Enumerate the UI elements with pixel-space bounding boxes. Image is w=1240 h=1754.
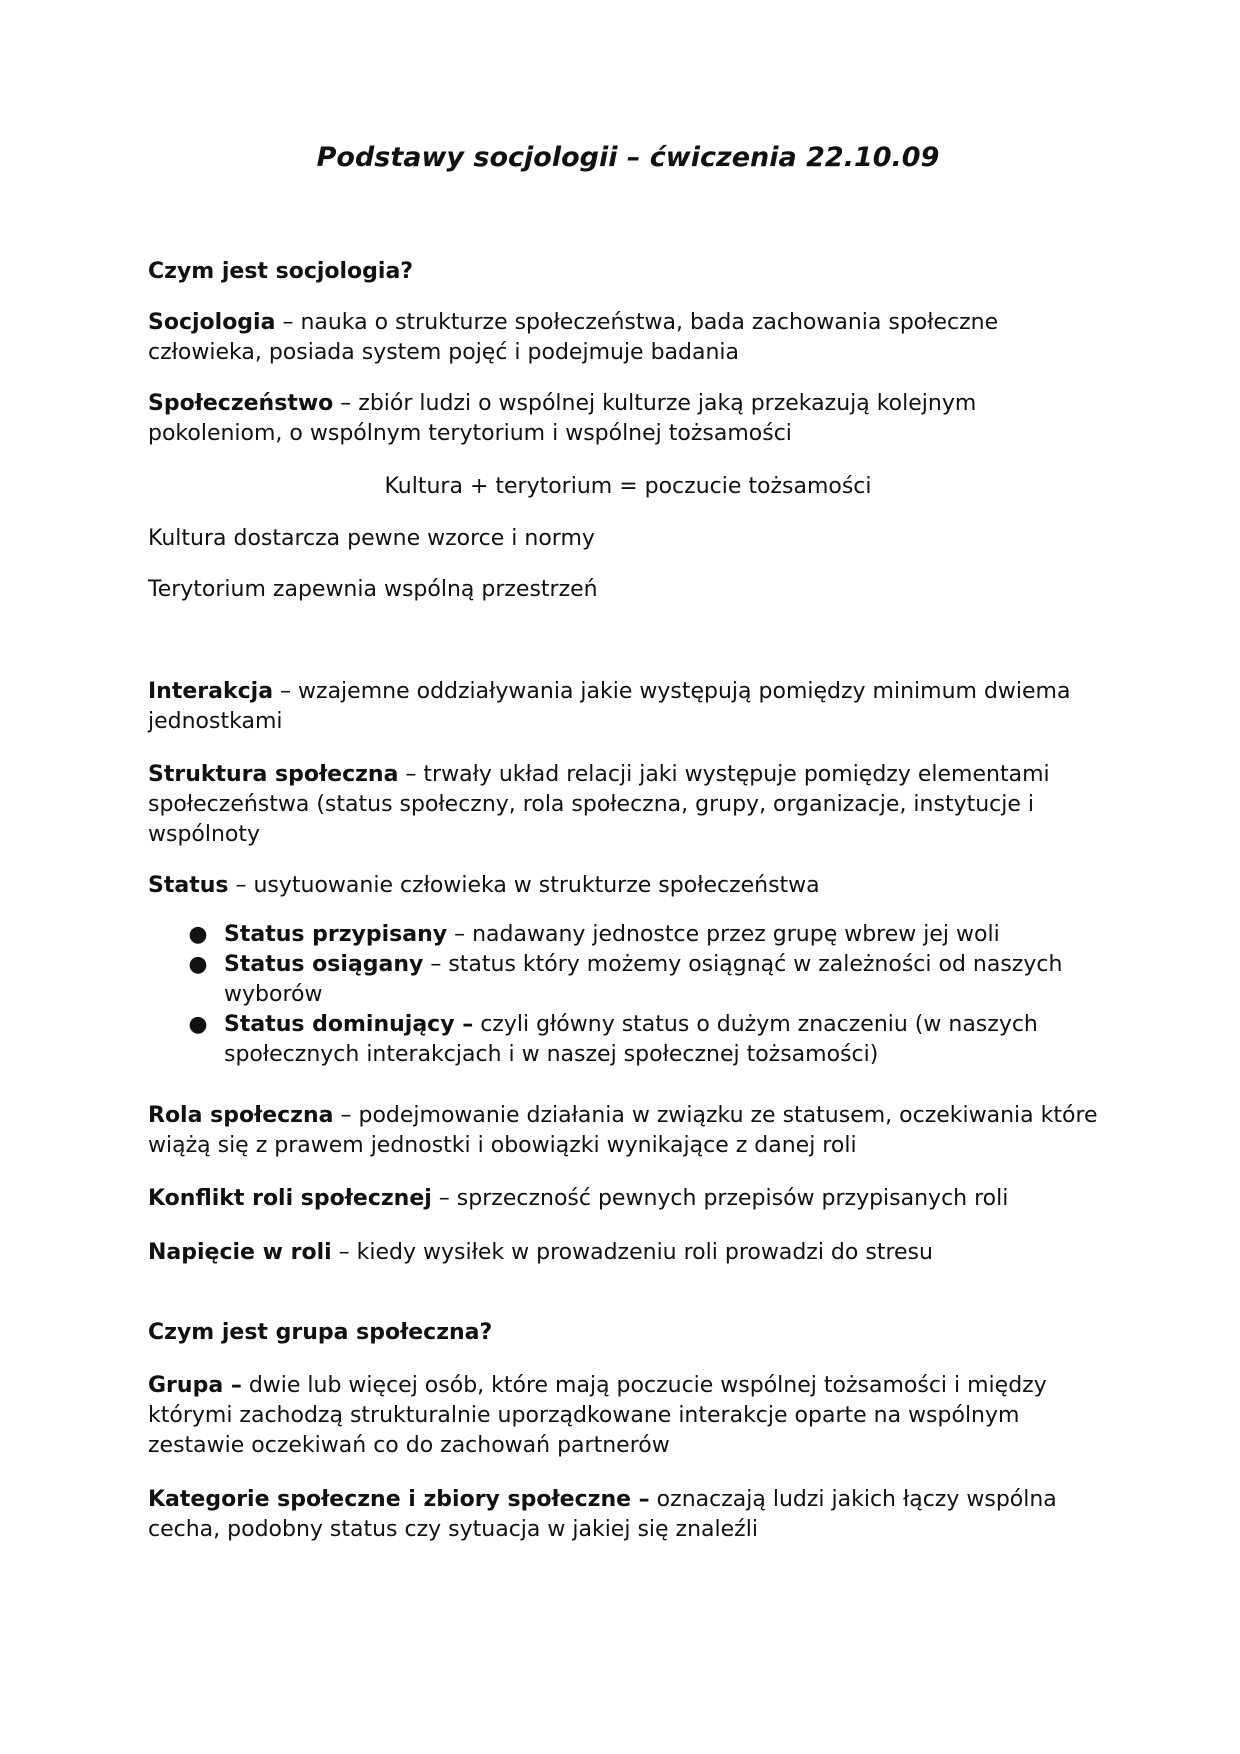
definition-konflikt-roli	[148, 1184, 1108, 1214]
list-item	[148, 1010, 1108, 1070]
term-interakcja: Interakcja	[148, 679, 274, 704]
definition-grupa	[148, 1371, 1108, 1461]
definition-kategorie-spoleczne	[148, 1485, 1108, 1545]
definition-text-grupa: dwie lub więcej osób, które mają poczucie wspólnej tożsamości i między którymi zachodzą strukturalnie uporządkowane interakcje oparte na wspólnym zestawie oczekiwań co do zachowań partnerów	[148, 1373, 1047, 1458]
definition-struktura-spoleczna	[148, 760, 1108, 850]
document-page	[148, 0, 1108, 1754]
term-konflikt-roli: Konflikt roli społecznej	[148, 1186, 432, 1211]
term-status-dominujacy: Status dominujący –	[224, 1012, 474, 1037]
definition-text-rola-spoleczna: – podejmowanie działania w związku ze statusem, oczekiwania które wiążą się z prawem jednostki i obowiązki wynikające z danej roli	[148, 1103, 1098, 1158]
definition-rola-spoleczna	[148, 1101, 1108, 1161]
definition-text-socjologia: – nauka o strukturze społeczeństwa, bada zachowania społeczne człowieka, posiada system pojęć i podejmuje badania	[148, 310, 999, 365]
term-napiecie-w-roli: Napięcie w roli	[148, 1240, 332, 1265]
status-types-list	[148, 920, 1108, 1070]
term-kategorie-spoleczne: Kategorie społeczne i zbiory społeczne –	[148, 1487, 650, 1512]
term-socjologia: Socjologia	[148, 310, 276, 335]
definition-text-kategorie-spoleczne: oznaczają ludzi jakich łączy wspólna cecha, podobny status czy sytuacja w jakiej się znaleźli	[148, 1487, 1057, 1542]
definition-text-napiecie-w-roli: – kiedy wysiłek w prowadzeniu roli prowadzi do stresu	[331, 1240, 933, 1265]
definition-text-status-przypisany: – nadawany jednostce przez grupę wbrew jej woli	[447, 922, 1000, 947]
definition-interakcja	[148, 677, 1108, 737]
kultura-line: Kultura dostarcza pewne wzorce i normy	[148, 526, 595, 551]
definition-text-status-dominujacy: czyli główny status o dużym znaczeniu (w naszych społecznych interakcjach i w naszej społecznej tożsamości)	[224, 1012, 1038, 1067]
term-rola-spoleczna: Rola społeczna	[148, 1103, 334, 1128]
definition-text-struktura-spoleczna: – trwały układ relacji jaki występuje pomiędzy elementami społeczeństwa (status społeczny, rola społeczna, grupy, organizacje, instytucje i wspólnoty	[148, 762, 1050, 847]
bullet-icon: ●	[188, 952, 208, 977]
term-grupa: Grupa –	[148, 1373, 242, 1398]
section-heading-grupa: Czym jest grupa społeczna?	[148, 1320, 493, 1345]
term-status: Status	[148, 873, 229, 898]
definition-text-status-osiagany: – status który możemy osiągnąć w zależności od naszych wyborów	[224, 952, 1063, 1007]
definition-text-interakcja: – wzajemne oddziaływania jakie występują pomiędzy minimum dwiema jednostkami	[148, 679, 1071, 734]
term-spoleczenstwo: Społeczeństwo	[148, 391, 334, 416]
list-item	[148, 920, 1108, 950]
section-heading-socjologia: Czym jest socjologia?	[148, 259, 414, 284]
formula-line: Kultura + terytorium = poczucie tożsamości	[384, 474, 872, 499]
term-status-osiagany: Status osiągany	[224, 952, 424, 977]
definition-napiecie-w-roli	[148, 1238, 1108, 1268]
terytorium-line: Terytorium zapewnia wspólną przestrzeń	[148, 577, 598, 602]
definition-status	[148, 871, 1108, 901]
term-struktura-spoleczna: Struktura społeczna	[148, 762, 399, 787]
definition-text-status: – usytuowanie człowieka w strukturze społeczeństwa	[228, 873, 820, 898]
definition-socjologia	[148, 308, 1108, 368]
list-item	[148, 950, 1108, 1010]
definition-text-konflikt-roli: – sprzeczność pewnych przepisów przypisanych roli	[431, 1186, 1009, 1211]
definition-text-spoleczenstwo: – zbiór ludzi o wspólnej kulturze jaką przekazują kolejnym pokoleniom, o wspólnym terytorium i wspólnej tożsamości	[148, 391, 977, 446]
document-title: Podstawy socjologii – ćwiczenia 22.10.09	[316, 142, 940, 173]
definition-spoleczenstwo	[148, 389, 1108, 449]
bullet-icon: ●	[188, 1012, 208, 1037]
term-status-przypisany: Status przypisany	[224, 922, 448, 947]
bullet-icon: ●	[188, 922, 208, 947]
